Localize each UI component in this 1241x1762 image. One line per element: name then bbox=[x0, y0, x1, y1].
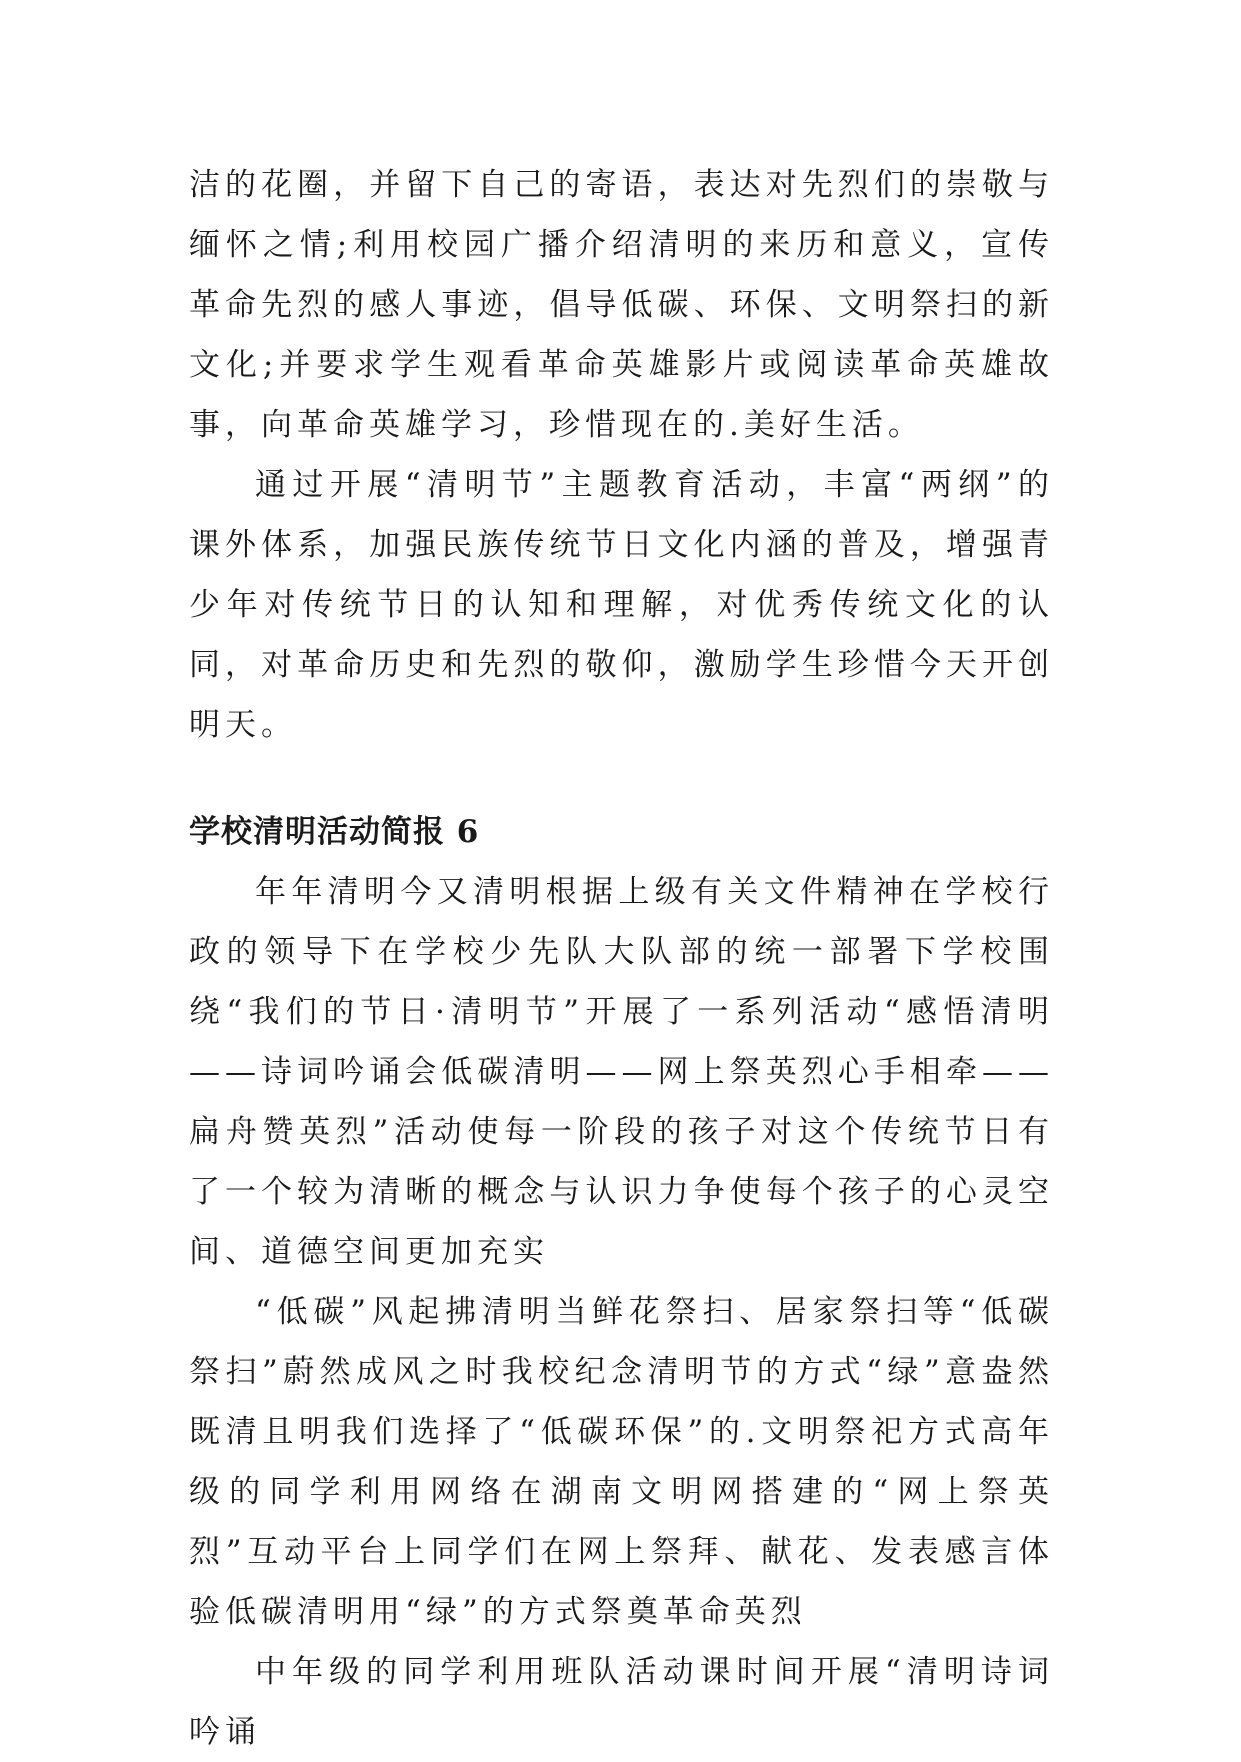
section-title: 学校清明活动简报 6 bbox=[189, 814, 480, 850]
section-paragraph-1: 年年清明今又清明根据上级有关文件精神在学校行政的领导下在学校少先队大队部的统一部署下学校围绕“我们的节日·清明节”开展了一系列活动“感悟清明——诗词吟诵会低碳清明——网上祭英烈心手相牵——扁舟赞英烈”活动使每一阶段的孩子对这个传统节日有了一个较为清晰的概念与认识力争使每个孩子的心灵空间、道德空间更加充实 bbox=[189, 874, 1054, 1270]
section-paragraph-2: “低碳”风起拂清明当鲜花祭扫、居家祭扫等“低碳祭扫”蔚然成风之时我校纪念清明节的方式“绿”意盎然既清且明我们选择了“低碳环保”的.文明祭祀方式高年级的同学利用网络在湖南文明网搭建的“网上祭英烈”互动平台上同学们在网上祭拜、献花、发表感言体验低碳清明用“绿”的方式祭奠革命英烈 bbox=[189, 1294, 1054, 1630]
continued-paragraph: 洁的花圈，并留下自己的寄语，表达对先烈们的崇敬与缅怀之情;利用校园广播介绍清明的来历和意义，宣传革命先烈的感人事迹，倡导低碳、环保、文明祭扫的新文化;并要求学生观看革命英雄影片或阅读革命英雄故事，向革命英雄学习，珍惜现在的.美好生活。 bbox=[189, 167, 1054, 443]
conclusion-paragraph: 通过开展“清明节”主题教育活动，丰富“两纲”的课外体系，加强民族传统节日文化内涵的普及，增强青少年对传统节日的认知和理解，对优秀传统文化的认同，对革命历史和先烈的敬仰，激励学生珍惜今天开创明天。 bbox=[189, 467, 1054, 743]
section-paragraph-3: 中年级的同学利用班队活动课时间开展“清明诗词吟诵 bbox=[189, 1654, 1054, 1750]
document-page bbox=[189, 155, 1054, 1762]
